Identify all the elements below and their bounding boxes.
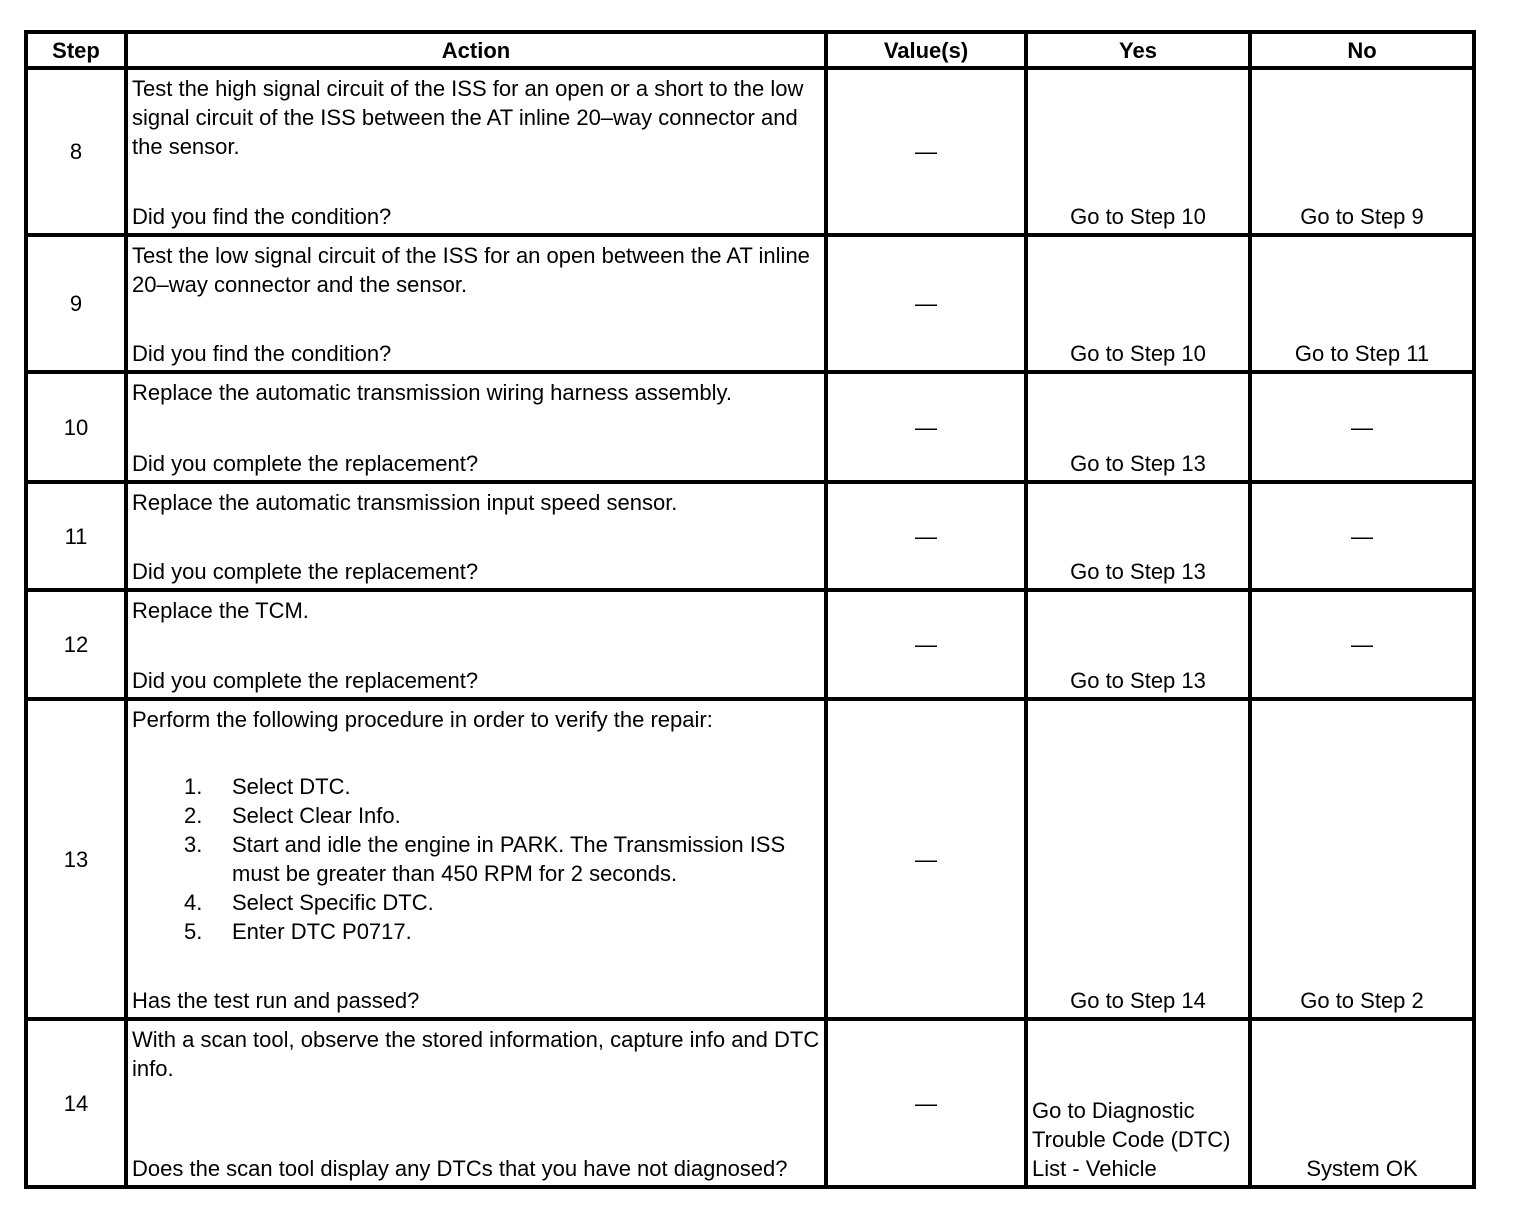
step-number: 9 <box>26 235 126 372</box>
yes-cell: Go to Diagnostic Trouble Code (DTC) List - Vehicle <box>1026 1019 1250 1187</box>
header-yes: Yes <box>1026 32 1250 68</box>
no-cell: Go to Step 11 <box>1250 235 1474 372</box>
yes-cell: Go to Step 13 <box>1026 372 1250 482</box>
procedure-list <box>132 772 820 946</box>
action-cell <box>126 68 826 235</box>
action-cell <box>126 590 826 699</box>
step-number: 14 <box>26 1019 126 1187</box>
procedure-step: 1. Select DTC. <box>184 774 351 799</box>
step-number: 8 <box>26 68 126 235</box>
value-cell: — <box>826 372 1026 482</box>
value-cell: — <box>826 68 1026 235</box>
no-cell: — <box>1250 372 1474 482</box>
action-cell <box>126 235 826 372</box>
yes-cell: Go to Step 13 <box>1026 482 1250 590</box>
table-row <box>26 68 1474 235</box>
no-cell: — <box>1250 590 1474 699</box>
no-cell: Go to Step 2 <box>1250 699 1474 1019</box>
table-row <box>26 372 1474 482</box>
header-values: Value(s) <box>826 32 1026 68</box>
action-question: Did you find the condition? <box>132 341 392 366</box>
action-text: Replace the automatic transmission input speed sensor. <box>132 490 678 515</box>
action-question: Did you complete the replacement? <box>132 451 479 476</box>
action-cell <box>126 699 826 1019</box>
value-cell: — <box>826 482 1026 590</box>
action-text: Replace the automatic transmission wiring harness assembly. <box>132 380 732 405</box>
header-step: Step <box>26 32 126 68</box>
no-cell: System OK <box>1250 1019 1474 1187</box>
no-cell: Go to Step 9 <box>1250 68 1474 235</box>
action-question: Does the scan tool display any DTCs that you have not diagnosed? <box>132 1156 788 1181</box>
procedure-step: 4. Select Specific DTC. <box>184 890 434 915</box>
step-number: 11 <box>26 482 126 590</box>
action-question: Did you find the condition? <box>132 204 392 229</box>
action-question: Did you complete the replacement? <box>132 668 479 693</box>
table-row <box>26 1019 1474 1187</box>
action-text: Replace the TCM. <box>132 598 309 623</box>
header-no: No <box>1250 32 1474 68</box>
table-row <box>26 699 1474 1019</box>
procedure-step: 5. Enter DTC P0717. <box>184 919 412 944</box>
procedure-step: 3. Start and idle the engine in PARK. The Transmission ISS must be greater than 450 RPM for 2 seconds. <box>184 832 786 886</box>
header-action: Action <box>126 32 826 68</box>
yes-cell: Go to Step 14 <box>1026 699 1250 1019</box>
header-row <box>26 32 1474 68</box>
yes-cell: Go to Step 10 <box>1026 235 1250 372</box>
table-row <box>26 235 1474 372</box>
procedure-step: 2. Select Clear Info. <box>184 803 401 828</box>
step-number: 10 <box>26 372 126 482</box>
action-text: Test the high signal circuit of the ISS for an open or a short to the low signal circuit of the ISS between the AT inline 20–way connector and the sensor. <box>132 76 804 159</box>
action-cell <box>126 482 826 590</box>
diagnostic-table <box>24 30 1476 1189</box>
step-number: 13 <box>26 699 126 1019</box>
yes-cell: Go to Step 13 <box>1026 590 1250 699</box>
no-cell: — <box>1250 482 1474 590</box>
table-row <box>26 590 1474 699</box>
value-cell: — <box>826 590 1026 699</box>
action-question: Has the test run and passed? <box>132 988 420 1013</box>
action-text: Test the low signal circuit of the ISS for an open between the AT inline 20–way connector and the sensor. <box>132 243 810 297</box>
action-text: With a scan tool, observe the stored information, capture info and DTC info. <box>132 1027 820 1081</box>
action-cell <box>126 1019 826 1187</box>
value-cell: — <box>826 1019 1026 1187</box>
table-row <box>26 482 1474 590</box>
action-cell <box>126 372 826 482</box>
action-question: Did you complete the replacement? <box>132 559 479 584</box>
yes-cell: Go to Step 10 <box>1026 68 1250 235</box>
value-cell: — <box>826 235 1026 372</box>
step-number: 12 <box>26 590 126 699</box>
value-cell: — <box>826 699 1026 1019</box>
action-text: Perform the following procedure in order to verify the repair: <box>132 707 713 732</box>
